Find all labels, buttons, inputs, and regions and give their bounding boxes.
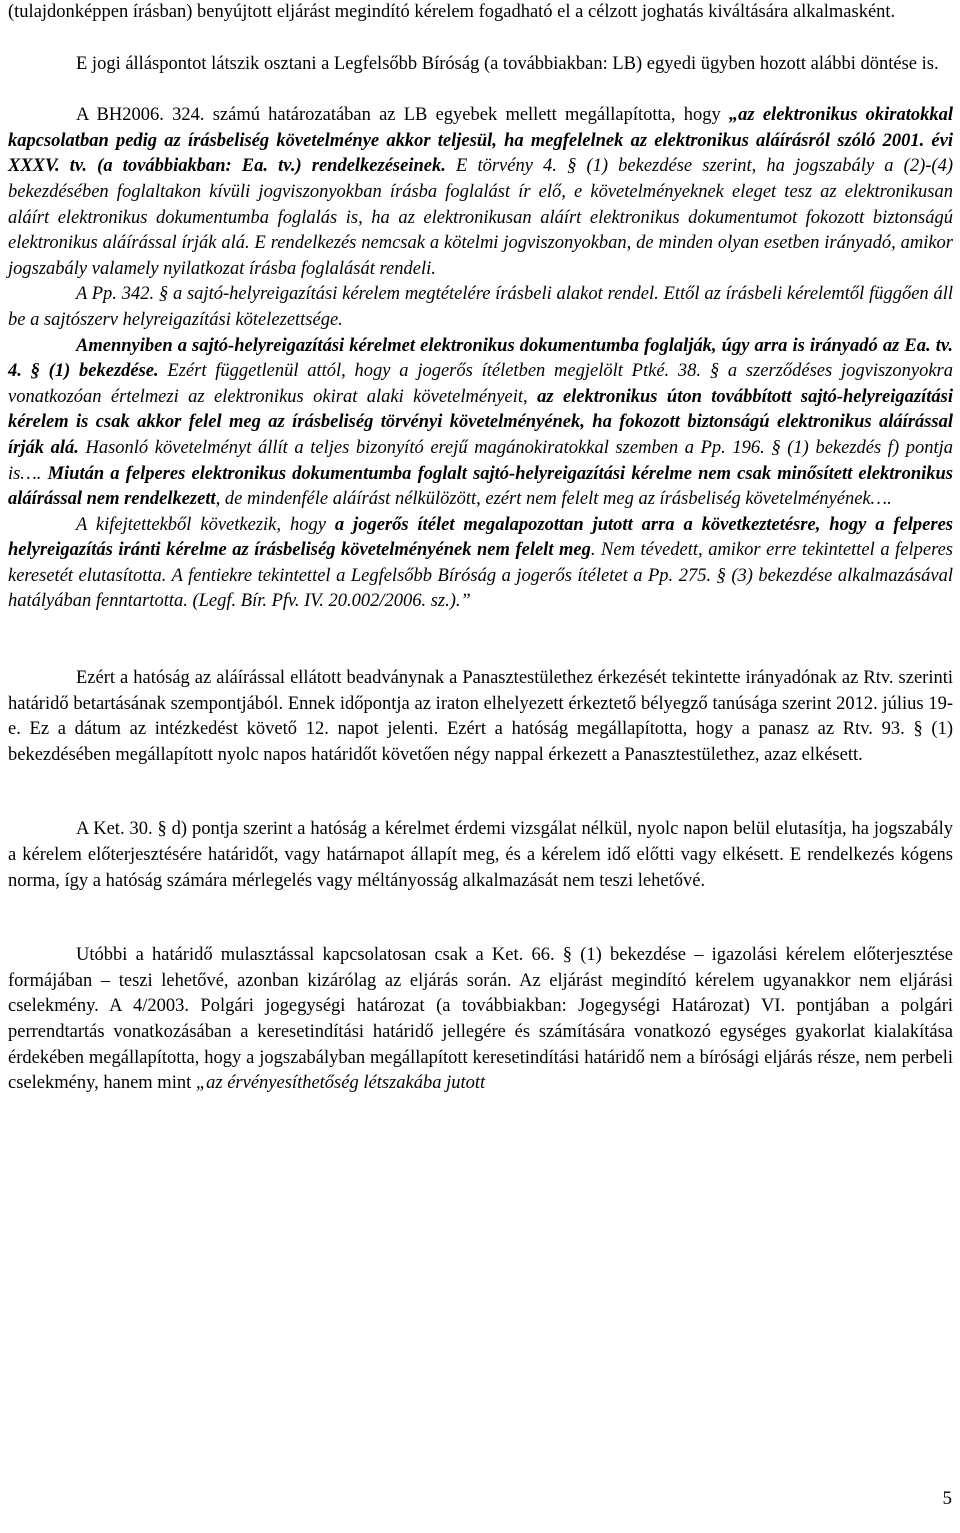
- text-run: „az elektronikus okiratokkal kapcsolatban pedig az írásbeliség követelménye akkor teljesül, ha megfelelnek az elektronikus aláírásról szóló 2001. évi XXXV. tv. (a továbbiakban: Ea. tv.) rendelkezéseinek.: [8, 105, 953, 177]
- paragraph-6: [8, 513, 953, 615]
- paragraph-9: [8, 943, 953, 1097]
- text-run: „az érvényesíthetőség létszakába jutott: [195, 1073, 486, 1094]
- text-run: E törvény 4. § (1) bekezdése szerint, ha jogszabály a (2)-(4) bekezdésében foglaltakon kívüli jogviszonyokban írásba foglalást ír elő, e követelményeknek eleget tesz az elektronikusan aláírt elektronikus dokumentumba foglalás is, ha az elektronikusan aláírt elektronikus dokumentumot fokozott biztonságú elektronikus aláírással írják alá.: [8, 156, 953, 254]
- text-run: E jogi álláspontot látszik osztani a Legfelsőbb Bíróság (a továbbiakban: LB) egyedi ügyben hozott alábbi döntése is.: [76, 53, 939, 74]
- paragraph-2: [8, 52, 953, 78]
- text-run: . Nem tévedett, amikor erre tekintettel a felperes keresetét elutasította. A fentiekre tekintettel a Legfelsőbb Bíróság a jogerős ítéletet a Pp. 275. § (3) bekezdése alkalmazásával hatályában fenntartotta. (Legf. Bír. Pfv. IV. 20.002/2006. sz.).”: [8, 540, 954, 612]
- text-run: Ezért függetlenül attól, hogy a jogerős ítéletben megjelölt Ptké. 38. § a szerződéses jogviszonyokra vonatkozóan értelmezi az elektronikus okirat alaki követelményeit,: [8, 361, 953, 407]
- text-run: Utóbbi a határidő mulasztással kapcsolatosan csak a Ket. 66. § (1) bekezdése – igazolási kérelem előterjesztése formájában – teszi lehetővé, azonban kizárólag az eljárás során. Az eljárást megindító kérelem ugyanakkor nem eljárási cselekmény. A 4/2003. Polgári jogegységi határozat (a továbbiakban: Jogegységi Határozat) VI. pontjában a polgári perrendtartás vonatkozásában a keresetindítási határidő jellegére és számítására vonatkozó egységes gyakorlat kialakítása érdekében megállapította, hogy a jogszabályban megállapított keresetindítási határidő nem a bírósági eljárás része, nem perbeli cselekmény, hanem mint: [8, 945, 953, 1094]
- paragraph-5: [8, 334, 953, 513]
- text-run: A Pp. 342. § a sajtó-helyreigazítási kérelem megtételére írásbeli alakot rendel. Ettől az írásbeli kérelemtől függően áll be a sajtószerv helyreigazítási kötelezettsége.: [8, 284, 953, 330]
- text-run: Amennyiben a sajtó-helyreigazítási kérelmet elektronikus dokumentumba foglalják, úgy arra is irányadó az Ea. tv. 4. § (1) bekezdése.: [8, 335, 953, 382]
- text-run: A BH2006. 324. számú határozatában az LB egyebek mellett megállapította, hogy: [76, 105, 729, 126]
- paragraph-3: [8, 103, 953, 282]
- text-run: Ezért a hatóság az aláírással ellátott beadványnak a Panasztestülethez érkezését tekintette irányadónak az Rtv. szerinti határidő betartásának szempontjából. Ennek időpontja az iraton elhelyezett érkeztető bélyegző tanúsága szerint 2012. július 19-e. Ez a dátum az intézkedést követő 12. napot jelenti. Ezért a hatóság megállapította, hogy a panasz az Rtv. 93. § (1) bekezdésében megállapított nyolc napos határidőt követően négy nappal érkezett a Panasztestülethez, azaz elkésett.: [8, 668, 953, 765]
- paragraph-4: [8, 282, 953, 333]
- text-run: Miután a felperes elektronikus dokumentumba foglalt sajtó-helyreigazítási kérelme nem csak minősített elektronikus aláírással nem rendelkezett: [8, 463, 953, 510]
- text-run: (tulajdonképpen írásban) benyújtott eljárást megindító kérelem fogadható el a célzott joghatás kiváltására alkalmasként.: [8, 2, 896, 22]
- paragraph-7: [8, 666, 953, 768]
- text-run: E rendelkezés nemcsak a kötelmi jogviszonyokban, de minden olyan esetben irányadó, amikor jogszabály valamely nyilatkozat írásba foglalását rendeli.: [8, 233, 954, 279]
- paragraph-1: [8, 0, 953, 26]
- text-run: , de mindenféle aláírást nélkülözött, ezért nem felelt meg az írásbeliség követelményének….: [215, 489, 892, 510]
- text-run: Hasonló követelményt állít a teljes bizonyító erejű magánokiratokkal szemben a Pp. 196. § (1) bekezdés f) pontja is….: [8, 437, 953, 484]
- text-run: az elektronikus úton továbbított sajtó-helyreigazítási kérelem is csak akkor felel meg az írásbeliség törvényi követelményének, ha fokozott biztonságú elektronikus aláírással írják alá.: [8, 386, 953, 458]
- page-number: 5: [942, 1488, 952, 1509]
- text-run: A Ket. 30. § d) pontja szerint a hatóság a kérelmet érdemi vizsgálat nélkül, nyolc napon belül elutasítja, ha jogszabály a kérelem előterjesztésére határidőt, vagy határnapot állapít meg, és a kérelem idő előtti vagy elkésett. E rendelkezés kógens norma, így a hatóság számára mérlegelés vagy méltányosság alkalmazását nem teszi lehetővé.: [8, 819, 953, 891]
- paragraph-8: [8, 817, 953, 894]
- text-run: a jogerős ítélet megalapozottan jutott arra a következtetésre, hogy a felperes helyreigazítás iránti kérelme az írásbeliség követelményének nem felelt meg: [8, 514, 953, 561]
- text-run: A kifejtettekből következik, hogy: [76, 514, 335, 535]
